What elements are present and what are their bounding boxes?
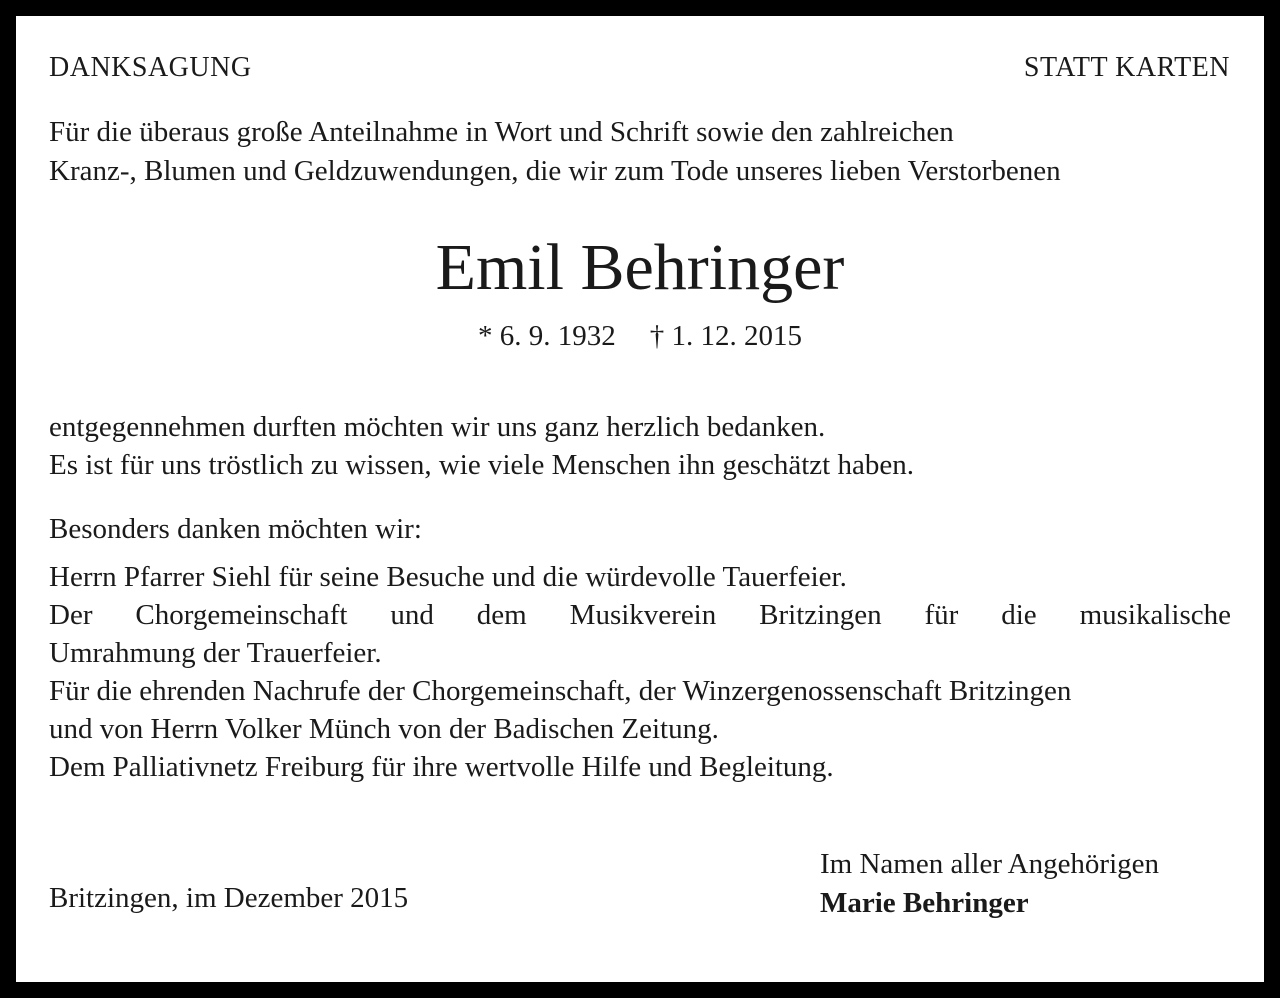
signer-name: Marie Behringer [820, 887, 1029, 919]
special-line-4: Für die ehrenden Nachrufe der Chorgemeinschaft, der Winzergenossenschaft Britzingen [49, 675, 1072, 707]
special-line-6: Dem Palliativnetz Freiburg für ihre wertvolle Hilfe und Begleitung. [49, 751, 834, 783]
on-behalf-line: Im Namen aller Angehörigen [820, 848, 1160, 880]
thanks-line-1: entgegennehmen durften möchten wir uns ganz herzlich bedanken. [49, 411, 826, 443]
special-line-5: und von Herrn Volker Münch von der Badischen Zeitung. [49, 713, 719, 745]
death-date: † 1. 12. 2015 [649, 320, 802, 352]
intro-line-1: Für die überaus große Anteilnahme in Wort und Schrift sowie den zahlreichen [49, 116, 954, 148]
life-dates [16, 320, 1264, 353]
special-line-1: Herrn Pfarrer Siehl für seine Besuche und die würdevolle Tauerfeier. [49, 561, 847, 593]
intro-line-2: Kranz-, Blumen und Geldzuwendungen, die wir zum Tode unseres lieben Verstorbenen [49, 155, 1061, 187]
deceased-name: Emil Behringer [435, 231, 845, 304]
special-heading: Besonders danken möchten wir: [49, 513, 422, 545]
thanks-line-2: Es ist für uns tröstlich zu wissen, wie viele Menschen ihn geschätzt haben. [49, 449, 914, 481]
birth-date: * 6. 9. 1932 [478, 320, 616, 352]
header-left-label: DANKSAGUNG [49, 52, 252, 83]
place-and-date: Britzingen, im Dezember 2015 [49, 882, 409, 914]
special-line-2: Der Chorgemeinschaft und dem Musikverein Britzingen für die musikalische [49, 599, 1231, 631]
special-line-3: Umrahmung der Trauerfeier. [49, 637, 382, 669]
obituary-notice [16, 16, 1264, 982]
header-right-label: STATT KARTEN [1023, 52, 1230, 83]
